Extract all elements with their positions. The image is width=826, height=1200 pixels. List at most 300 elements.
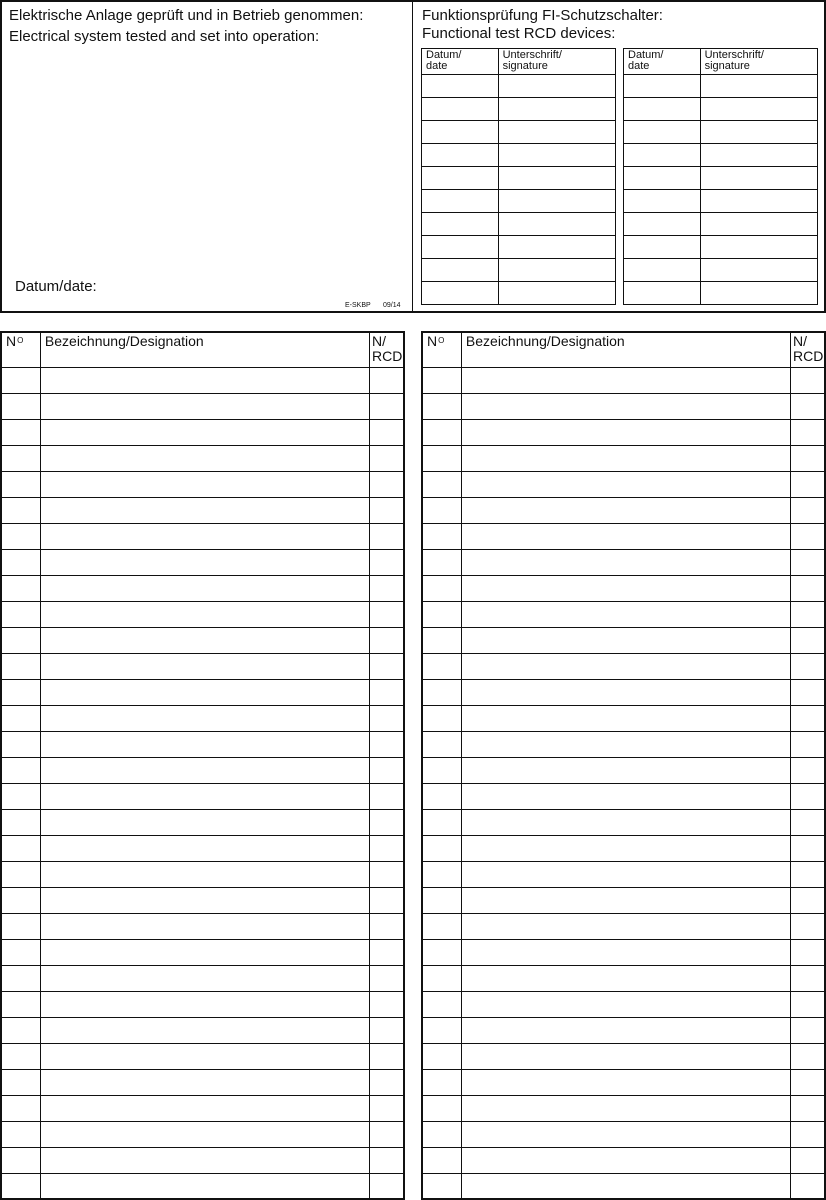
circuit-rcd-cell[interactable] bbox=[370, 784, 404, 810]
circuit-row bbox=[2, 862, 404, 888]
circuit-rcd-cell[interactable] bbox=[370, 862, 404, 888]
circuit-row bbox=[423, 1122, 825, 1148]
circuit-no-label: N bbox=[6, 333, 17, 349]
circuit-no-cell[interactable] bbox=[423, 550, 462, 576]
circuit-rcd-cell[interactable] bbox=[370, 888, 404, 914]
circuit-row bbox=[2, 1018, 404, 1044]
circuit-designation-cell[interactable] bbox=[461, 420, 790, 446]
rcd-signature-cell[interactable] bbox=[700, 98, 817, 121]
circuit-row bbox=[423, 1044, 825, 1070]
circuit-rcd-cell[interactable] bbox=[791, 732, 825, 758]
circuit-rcd-cell[interactable] bbox=[791, 784, 825, 810]
circuit-designation-cell[interactable] bbox=[461, 706, 790, 732]
rcd-test-row bbox=[624, 98, 818, 121]
rcd-date-cell[interactable] bbox=[422, 98, 499, 121]
rcd-date-cell[interactable] bbox=[624, 259, 701, 282]
circuit-rcd-cell[interactable] bbox=[791, 1070, 825, 1096]
circuit-no-cell[interactable] bbox=[423, 1148, 462, 1174]
circuit-row bbox=[423, 524, 825, 550]
circuit-rcd-cell[interactable] bbox=[370, 576, 404, 602]
rcd-signature-cell[interactable] bbox=[498, 190, 615, 213]
circuit-rcd-cell[interactable] bbox=[370, 472, 404, 498]
circuit-designation-cell[interactable] bbox=[461, 966, 790, 992]
circuit-no-cell[interactable] bbox=[2, 810, 41, 836]
circuit-designation-cell[interactable] bbox=[461, 1148, 790, 1174]
circuit-rcd-cell[interactable] bbox=[370, 758, 404, 784]
circuit-no-cell[interactable] bbox=[423, 758, 462, 784]
rcd-signature-cell[interactable] bbox=[700, 121, 817, 144]
rcd-signature-cell[interactable] bbox=[498, 213, 615, 236]
circuit-no-cell[interactable] bbox=[423, 680, 462, 706]
circuit-no-cell[interactable] bbox=[2, 498, 41, 524]
circuit-designation-cell[interactable] bbox=[40, 654, 369, 680]
rcd-date-cell[interactable] bbox=[422, 121, 499, 144]
rcd-date-cell[interactable] bbox=[624, 167, 701, 190]
circuit-designation-cell[interactable] bbox=[461, 758, 790, 784]
rcd-signature-cell[interactable] bbox=[700, 75, 817, 98]
rcd-test-table-left bbox=[421, 48, 616, 305]
circuit-designation-cell[interactable] bbox=[40, 888, 369, 914]
circuit-row bbox=[423, 368, 825, 394]
circuit-rcd-cell[interactable] bbox=[370, 602, 404, 628]
circuit-no-cell[interactable] bbox=[2, 732, 41, 758]
rcd-date-cell[interactable] bbox=[624, 236, 701, 259]
rcd-test-row bbox=[422, 75, 616, 98]
circuit-no-cell[interactable] bbox=[423, 654, 462, 680]
circuit-designation-cell[interactable] bbox=[461, 1122, 790, 1148]
circuit-no-cell[interactable] bbox=[2, 472, 41, 498]
circuit-designation-cell[interactable] bbox=[40, 628, 369, 654]
circuit-rcd-cell[interactable] bbox=[370, 524, 404, 550]
circuit-row bbox=[2, 394, 404, 420]
circuit-rcd-cell[interactable] bbox=[370, 498, 404, 524]
circuit-rcd-cell[interactable] bbox=[791, 914, 825, 940]
circuit-no-cell[interactable] bbox=[2, 394, 41, 420]
circuit-designation-cell[interactable] bbox=[461, 446, 790, 472]
circuit-designation-cell[interactable] bbox=[40, 576, 369, 602]
circuit-designation-cell[interactable] bbox=[461, 368, 790, 394]
circuit-designation-cell[interactable] bbox=[461, 602, 790, 628]
rcd-test-row bbox=[422, 121, 616, 144]
circuit-no-cell[interactable] bbox=[2, 758, 41, 784]
circuit-designation-cell[interactable] bbox=[40, 784, 369, 810]
circuit-designation-cell[interactable] bbox=[40, 940, 369, 966]
circuit-no-superscript: O bbox=[438, 336, 445, 345]
circuit-row bbox=[2, 940, 404, 966]
circuit-designation-cell[interactable] bbox=[461, 654, 790, 680]
circuit-no-cell[interactable] bbox=[2, 680, 41, 706]
circuit-rcd-cell[interactable] bbox=[370, 966, 404, 992]
circuit-no-cell[interactable] bbox=[2, 1044, 41, 1070]
circuit-rcd-cell[interactable] bbox=[370, 1174, 404, 1200]
circuit-rcd-cell[interactable] bbox=[370, 550, 404, 576]
rcd-signature-cell[interactable] bbox=[498, 259, 615, 282]
circuit-no-cell[interactable] bbox=[423, 1018, 462, 1044]
circuit-no-cell[interactable] bbox=[423, 576, 462, 602]
rcd-date-cell[interactable] bbox=[422, 236, 499, 259]
circuit-designation-cell[interactable] bbox=[40, 992, 369, 1018]
circuit-designation-cell[interactable] bbox=[40, 368, 369, 394]
circuit-designation-cell[interactable] bbox=[461, 732, 790, 758]
circuit-no-cell[interactable] bbox=[423, 368, 462, 394]
circuit-rcd-cell[interactable] bbox=[791, 628, 825, 654]
circuit-designation-cell[interactable] bbox=[461, 810, 790, 836]
circuit-no-cell[interactable] bbox=[2, 992, 41, 1018]
circuit-rcd-cell[interactable] bbox=[370, 1018, 404, 1044]
circuit-no-cell[interactable] bbox=[423, 784, 462, 810]
circuit-row bbox=[423, 446, 825, 472]
rcd-date-cell[interactable] bbox=[422, 213, 499, 236]
rcd-test-row bbox=[422, 282, 616, 305]
circuit-designation-cell[interactable] bbox=[461, 862, 790, 888]
circuit-no-cell[interactable] bbox=[423, 394, 462, 420]
circuit-designation-header: Bezeichnung/Designation bbox=[461, 333, 790, 368]
circuit-no-cell[interactable] bbox=[423, 446, 462, 472]
circuit-no-cell[interactable] bbox=[2, 1122, 41, 1148]
circuit-designation-cell[interactable] bbox=[40, 706, 369, 732]
rcd-date-cell[interactable] bbox=[422, 259, 499, 282]
circuit-row bbox=[2, 368, 404, 394]
rcd-signature-cell[interactable] bbox=[700, 236, 817, 259]
circuit-rcd-cell[interactable] bbox=[370, 1148, 404, 1174]
circuit-row bbox=[2, 1122, 404, 1148]
rcd-date-cell[interactable] bbox=[422, 75, 499, 98]
circuit-no-cell[interactable] bbox=[2, 628, 41, 654]
circuit-rcd-cell[interactable] bbox=[791, 654, 825, 680]
circuit-row bbox=[423, 732, 825, 758]
rcd-signature-cell[interactable] bbox=[498, 75, 615, 98]
circuit-row bbox=[423, 576, 825, 602]
circuit-rcd-cell[interactable] bbox=[791, 862, 825, 888]
circuit-designation-cell[interactable] bbox=[461, 1018, 790, 1044]
circuit-rcd-cell[interactable] bbox=[791, 758, 825, 784]
circuit-designation-cell[interactable] bbox=[461, 992, 790, 1018]
rcd-test-row bbox=[422, 144, 616, 167]
circuit-designation-cell[interactable] bbox=[40, 1070, 369, 1096]
circuit-no-cell[interactable] bbox=[423, 1174, 462, 1200]
rcd-date-cell[interactable] bbox=[624, 121, 701, 144]
circuit-list-left bbox=[1, 332, 404, 1200]
circuit-designation-cell[interactable] bbox=[40, 420, 369, 446]
rcd-test-row bbox=[422, 259, 616, 282]
circuit-designation-cell[interactable] bbox=[40, 1122, 369, 1148]
date-label: Datum/date: bbox=[15, 278, 97, 295]
rcd-date-cell[interactable] bbox=[624, 75, 701, 98]
circuit-no-cell[interactable] bbox=[423, 836, 462, 862]
rcd-date-cell[interactable] bbox=[422, 282, 499, 305]
circuit-row bbox=[2, 1070, 404, 1096]
circuit-rcd-cell[interactable] bbox=[791, 550, 825, 576]
circuit-rcd-cell[interactable] bbox=[370, 992, 404, 1018]
circuit-row bbox=[423, 706, 825, 732]
circuit-row bbox=[2, 550, 404, 576]
circuit-rcd-cell[interactable] bbox=[370, 446, 404, 472]
circuit-no-cell[interactable] bbox=[423, 862, 462, 888]
circuit-no-label: N bbox=[427, 333, 438, 349]
circuit-no-cell[interactable] bbox=[423, 914, 462, 940]
circuit-no-cell[interactable] bbox=[423, 1122, 462, 1148]
circuit-rcd-cell[interactable] bbox=[370, 1044, 404, 1070]
rcd-signature-cell[interactable] bbox=[498, 144, 615, 167]
circuit-no-cell[interactable] bbox=[2, 966, 41, 992]
circuit-rcd-cell[interactable] bbox=[791, 368, 825, 394]
circuit-rcd-cell[interactable] bbox=[370, 706, 404, 732]
circuit-designation-cell[interactable] bbox=[461, 498, 790, 524]
circuit-rcd-cell[interactable] bbox=[791, 602, 825, 628]
circuit-row bbox=[2, 654, 404, 680]
circuit-rcd-cell[interactable] bbox=[370, 732, 404, 758]
circuit-no-cell[interactable] bbox=[2, 1148, 41, 1174]
circuit-row bbox=[2, 810, 404, 836]
rcd-test-title-de: Funktionsprüfung FI-Schutzschalter: bbox=[422, 7, 663, 24]
circuit-no-cell[interactable] bbox=[423, 498, 462, 524]
circuit-designation-cell[interactable] bbox=[461, 914, 790, 940]
circuit-row bbox=[2, 758, 404, 784]
rcd-date-cell[interactable] bbox=[624, 282, 701, 305]
circuit-no-cell[interactable] bbox=[423, 1070, 462, 1096]
circuit-designation-cell[interactable] bbox=[40, 394, 369, 420]
circuit-no-cell[interactable] bbox=[423, 732, 462, 758]
circuit-designation-cell[interactable] bbox=[461, 1174, 790, 1200]
rcd-test-row bbox=[624, 213, 818, 236]
circuit-no-cell[interactable] bbox=[2, 862, 41, 888]
circuit-rcd-header: N/ RCD bbox=[370, 333, 404, 368]
circuit-row bbox=[423, 966, 825, 992]
circuit-row bbox=[423, 862, 825, 888]
circuit-row bbox=[2, 446, 404, 472]
circuit-designation-cell[interactable] bbox=[461, 680, 790, 706]
rcd-date-header: Datum/ date bbox=[422, 49, 499, 75]
circuit-rcd-cell[interactable] bbox=[791, 992, 825, 1018]
rcd-date-cell[interactable] bbox=[422, 144, 499, 167]
circuit-rcd-header: N/ RCD bbox=[791, 333, 825, 368]
circuit-designation-cell[interactable] bbox=[461, 1044, 790, 1070]
circuit-no-cell[interactable] bbox=[423, 602, 462, 628]
rcd-date-cell[interactable] bbox=[422, 167, 499, 190]
circuit-row bbox=[423, 1018, 825, 1044]
circuit-no-cell[interactable] bbox=[2, 940, 41, 966]
circuit-row bbox=[423, 836, 825, 862]
circuit-list-right bbox=[422, 332, 825, 1200]
rcd-signature-cell[interactable] bbox=[700, 213, 817, 236]
rcd-test-row bbox=[624, 236, 818, 259]
circuit-no-cell[interactable] bbox=[423, 420, 462, 446]
rcd-date-cell[interactable] bbox=[624, 190, 701, 213]
circuit-rcd-cell[interactable] bbox=[791, 810, 825, 836]
rcd-date-cell[interactable] bbox=[624, 98, 701, 121]
circuit-rcd-cell[interactable] bbox=[791, 680, 825, 706]
circuit-no-cell[interactable] bbox=[2, 550, 41, 576]
rcd-test-row bbox=[624, 121, 818, 144]
circuit-no-cell[interactable] bbox=[2, 1096, 41, 1122]
circuit-rcd-cell[interactable] bbox=[791, 1018, 825, 1044]
rcd-date-cell[interactable] bbox=[624, 144, 701, 167]
circuit-rcd-cell[interactable] bbox=[370, 654, 404, 680]
circuit-rcd-cell[interactable] bbox=[791, 1044, 825, 1070]
rcd-date-cell[interactable] bbox=[624, 213, 701, 236]
circuit-rcd-cell[interactable] bbox=[370, 914, 404, 940]
circuit-no-cell[interactable] bbox=[2, 368, 41, 394]
circuit-no-cell[interactable] bbox=[2, 446, 41, 472]
rcd-signature-cell[interactable] bbox=[498, 121, 615, 144]
circuit-no-header bbox=[2, 333, 41, 368]
circuit-designation-cell[interactable] bbox=[40, 836, 369, 862]
circuit-rcd-cell[interactable] bbox=[370, 628, 404, 654]
circuit-designation-cell[interactable] bbox=[461, 576, 790, 602]
circuit-rcd-cell[interactable] bbox=[370, 1096, 404, 1122]
circuit-designation-cell[interactable] bbox=[461, 550, 790, 576]
circuit-rcd-cell[interactable] bbox=[370, 1070, 404, 1096]
circuit-designation-cell[interactable] bbox=[40, 862, 369, 888]
circuit-designation-header: Bezeichnung/Designation bbox=[40, 333, 369, 368]
circuit-designation-cell[interactable] bbox=[40, 498, 369, 524]
circuit-no-cell[interactable] bbox=[423, 706, 462, 732]
circuit-designation-cell[interactable] bbox=[40, 446, 369, 472]
circuit-no-cell[interactable] bbox=[2, 888, 41, 914]
circuit-designation-cell[interactable] bbox=[461, 836, 790, 862]
rcd-date-cell[interactable] bbox=[422, 190, 499, 213]
system-tested-title-en: Electrical system tested and set into operation: bbox=[9, 28, 320, 45]
circuit-row bbox=[423, 394, 825, 420]
circuit-designation-cell[interactable] bbox=[40, 758, 369, 784]
circuit-no-cell[interactable] bbox=[2, 524, 41, 550]
circuit-rcd-cell[interactable] bbox=[791, 394, 825, 420]
circuit-rcd-cell[interactable] bbox=[370, 836, 404, 862]
circuit-no-cell[interactable] bbox=[2, 1070, 41, 1096]
circuit-designation-cell[interactable] bbox=[40, 914, 369, 940]
circuit-rcd-cell[interactable] bbox=[791, 836, 825, 862]
circuit-no-cell[interactable] bbox=[2, 602, 41, 628]
circuit-designation-cell[interactable] bbox=[40, 810, 369, 836]
rcd-signature-header: Unterschrift/ signature bbox=[498, 49, 615, 75]
circuit-no-cell[interactable] bbox=[2, 914, 41, 940]
circuit-rcd-cell[interactable] bbox=[791, 472, 825, 498]
circuit-no-cell[interactable] bbox=[423, 810, 462, 836]
circuit-designation-cell[interactable] bbox=[40, 602, 369, 628]
circuit-designation-cell[interactable] bbox=[461, 784, 790, 810]
rcd-test-row bbox=[624, 144, 818, 167]
circuit-row bbox=[2, 992, 404, 1018]
rcd-signature-cell[interactable] bbox=[700, 282, 817, 305]
circuit-designation-cell[interactable] bbox=[461, 888, 790, 914]
circuit-no-cell[interactable] bbox=[2, 576, 41, 602]
circuit-row bbox=[2, 602, 404, 628]
circuit-no-cell[interactable] bbox=[423, 1096, 462, 1122]
circuit-no-cell[interactable] bbox=[423, 992, 462, 1018]
circuit-no-cell[interactable] bbox=[2, 654, 41, 680]
circuit-rcd-cell[interactable] bbox=[791, 940, 825, 966]
circuit-designation-cell[interactable] bbox=[40, 1174, 369, 1200]
circuit-designation-cell[interactable] bbox=[461, 1070, 790, 1096]
circuit-rcd-cell[interactable] bbox=[791, 1174, 825, 1200]
circuit-no-cell[interactable] bbox=[2, 784, 41, 810]
circuit-designation-cell[interactable] bbox=[461, 394, 790, 420]
circuit-rcd-cell[interactable] bbox=[370, 810, 404, 836]
circuit-no-header bbox=[423, 333, 462, 368]
circuit-rcd-cell[interactable] bbox=[791, 1096, 825, 1122]
circuit-designation-cell[interactable] bbox=[40, 1096, 369, 1122]
circuit-designation-cell[interactable] bbox=[40, 1148, 369, 1174]
rcd-signature-cell[interactable] bbox=[700, 190, 817, 213]
circuit-designation-cell[interactable] bbox=[40, 524, 369, 550]
circuit-rcd-cell[interactable] bbox=[370, 1122, 404, 1148]
circuit-no-cell[interactable] bbox=[423, 628, 462, 654]
rcd-signature-cell[interactable] bbox=[700, 259, 817, 282]
rcd-signature-cell[interactable] bbox=[498, 167, 615, 190]
circuit-rcd-cell[interactable] bbox=[791, 888, 825, 914]
circuit-designation-cell[interactable] bbox=[40, 732, 369, 758]
rcd-signature-cell[interactable] bbox=[700, 167, 817, 190]
circuit-row bbox=[423, 680, 825, 706]
circuit-row bbox=[423, 472, 825, 498]
circuit-no-cell[interactable] bbox=[423, 1044, 462, 1070]
circuit-rcd-cell[interactable] bbox=[791, 1122, 825, 1148]
circuit-designation-cell[interactable] bbox=[40, 1044, 369, 1070]
circuit-no-cell[interactable] bbox=[423, 472, 462, 498]
circuit-no-cell[interactable] bbox=[2, 1018, 41, 1044]
circuit-rcd-cell[interactable] bbox=[791, 420, 825, 446]
circuit-rcd-cell[interactable] bbox=[370, 420, 404, 446]
circuit-row bbox=[423, 784, 825, 810]
circuit-designation-cell[interactable] bbox=[40, 966, 369, 992]
circuit-no-cell[interactable] bbox=[2, 836, 41, 862]
circuit-rcd-cell[interactable] bbox=[791, 524, 825, 550]
circuit-designation-cell[interactable] bbox=[461, 472, 790, 498]
rcd-test-row bbox=[624, 190, 818, 213]
circuit-row bbox=[423, 992, 825, 1018]
rcd-signature-cell[interactable] bbox=[700, 144, 817, 167]
circuit-no-cell[interactable] bbox=[2, 1174, 41, 1200]
circuit-row bbox=[423, 940, 825, 966]
rcd-signature-cell[interactable] bbox=[498, 236, 615, 259]
circuit-rcd-cell[interactable] bbox=[791, 446, 825, 472]
circuit-row bbox=[2, 420, 404, 446]
circuit-rcd-cell[interactable] bbox=[370, 394, 404, 420]
rcd-test-row bbox=[624, 259, 818, 282]
circuit-designation-cell[interactable] bbox=[461, 940, 790, 966]
rcd-test-row bbox=[624, 75, 818, 98]
rcd-test-row bbox=[624, 167, 818, 190]
circuit-designation-cell[interactable] bbox=[40, 1018, 369, 1044]
rcd-signature-cell[interactable] bbox=[498, 282, 615, 305]
circuit-designation-cell[interactable] bbox=[461, 1096, 790, 1122]
circuit-designation-cell[interactable] bbox=[461, 628, 790, 654]
circuit-rcd-cell[interactable] bbox=[370, 940, 404, 966]
circuit-rcd-cell[interactable] bbox=[791, 706, 825, 732]
circuit-rcd-cell[interactable] bbox=[370, 368, 404, 394]
form-code: E-SKBP bbox=[345, 302, 371, 309]
circuit-no-cell[interactable] bbox=[423, 524, 462, 550]
circuit-rcd-cell[interactable] bbox=[791, 966, 825, 992]
circuit-row bbox=[2, 576, 404, 602]
circuit-designation-cell[interactable] bbox=[461, 524, 790, 550]
circuit-designation-cell[interactable] bbox=[40, 472, 369, 498]
circuit-designation-cell[interactable] bbox=[40, 550, 369, 576]
circuit-no-cell[interactable] bbox=[2, 706, 41, 732]
circuit-rcd-cell[interactable] bbox=[370, 680, 404, 706]
circuit-designation-cell[interactable] bbox=[40, 680, 369, 706]
circuit-no-cell[interactable] bbox=[2, 420, 41, 446]
circuit-rcd-cell[interactable] bbox=[791, 1148, 825, 1174]
circuit-rcd-cell[interactable] bbox=[791, 576, 825, 602]
rcd-signature-cell[interactable] bbox=[498, 98, 615, 121]
panel-divider bbox=[412, 0, 413, 313]
circuit-no-cell[interactable] bbox=[423, 966, 462, 992]
rcd-test-row bbox=[624, 282, 818, 305]
circuit-no-cell[interactable] bbox=[423, 940, 462, 966]
circuit-rcd-cell[interactable] bbox=[791, 498, 825, 524]
circuit-no-cell[interactable] bbox=[423, 888, 462, 914]
